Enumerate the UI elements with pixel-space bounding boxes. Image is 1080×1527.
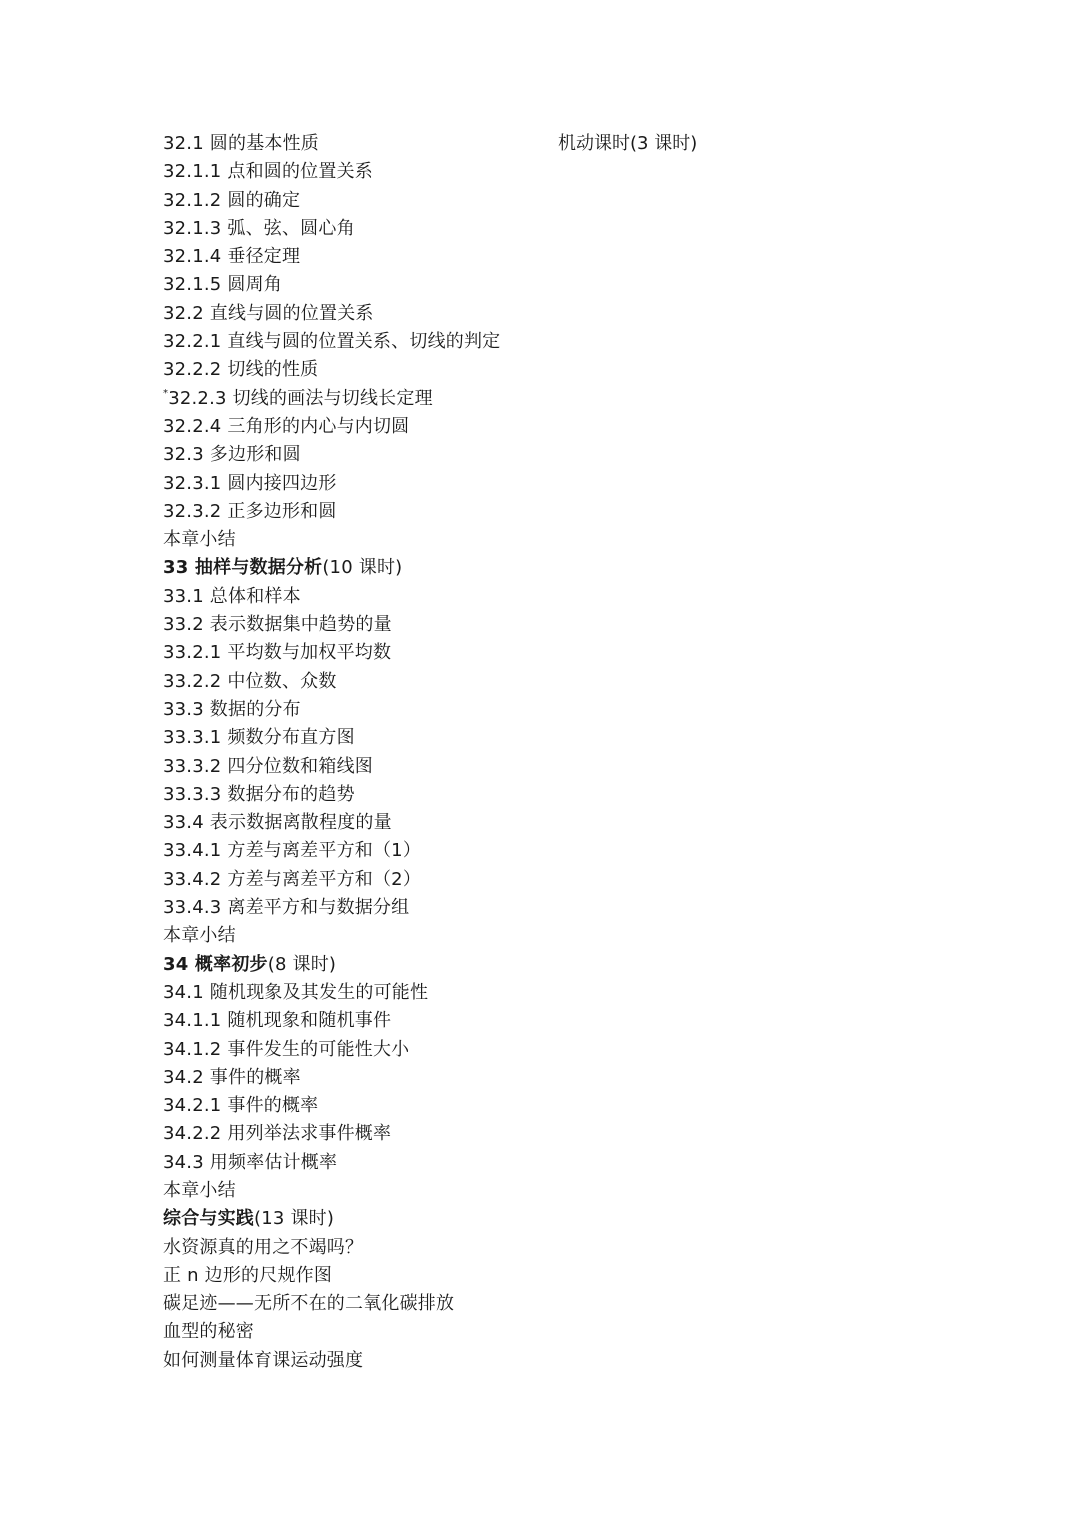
flexible-hours-note: 机动课时(3 课时) xyxy=(558,133,698,154)
toc-line-text: 32.2.3 切线的画法与切线长定理 xyxy=(168,387,433,409)
toc-line xyxy=(163,1262,683,1290)
toc-line-text: 32.1 圆的基本性质 xyxy=(163,133,319,154)
toc-line xyxy=(163,583,683,611)
toc-line xyxy=(163,724,683,752)
chapter-hours: (10 课时) xyxy=(322,557,403,579)
toc-line-text: 33.3.2 四分位数和箱线图 xyxy=(163,755,373,777)
toc-line xyxy=(163,1290,683,1318)
toc-line xyxy=(163,526,683,554)
toc-line-text: 32.1.3 弧、弦、圆心角 xyxy=(163,217,355,239)
toc-line xyxy=(163,385,683,413)
toc-line-text: 33.4 表示数据离散程度的量 xyxy=(163,812,392,834)
toc-line xyxy=(163,668,683,696)
toc-line xyxy=(163,1120,683,1148)
toc-line-text: 血型的秘密 xyxy=(163,1321,254,1343)
toc-line xyxy=(163,979,683,1007)
toc-line xyxy=(163,158,683,186)
toc-line-text: 正 n 边形的尺规作图 xyxy=(163,1264,333,1286)
toc-line xyxy=(163,1007,683,1035)
toc-line xyxy=(163,611,683,639)
toc-line xyxy=(163,1092,683,1120)
toc-line xyxy=(163,1036,683,1064)
toc-line-text: 32.3.2 正多边形和圆 xyxy=(163,500,337,522)
toc-line xyxy=(163,1318,683,1346)
toc-line xyxy=(163,894,683,922)
chapter-title: 33 抽样与数据分析 xyxy=(163,557,323,579)
toc-line-text: 33.2 表示数据集中趋势的量 xyxy=(163,614,392,636)
toc-line-text: 32.1.1 点和圆的位置关系 xyxy=(163,161,373,183)
toc-line xyxy=(163,498,683,526)
toc-line xyxy=(163,1234,683,1262)
asterisk-marker: * xyxy=(163,387,169,399)
toc-line xyxy=(163,1064,683,1092)
toc-line xyxy=(163,809,683,837)
toc-line-text: 32.2 直线与圆的位置关系 xyxy=(163,302,374,324)
toc-line-text: 32.2.1 直线与圆的位置关系、切线的判定 xyxy=(163,331,501,353)
toc-line xyxy=(163,696,683,724)
toc-line xyxy=(163,243,683,271)
toc-line xyxy=(163,781,683,809)
chapter-hours: (8 课时) xyxy=(267,953,337,975)
toc-line xyxy=(163,1149,683,1177)
toc-line xyxy=(163,554,683,582)
toc-line-text: 34.2.1 事件的概率 xyxy=(163,1095,319,1117)
toc-line xyxy=(163,441,683,469)
chapter-hours: (13 课时) xyxy=(254,1208,335,1230)
toc-line xyxy=(163,215,683,243)
toc-line xyxy=(163,1347,683,1375)
toc-line-text: 33.3.1 频数分布直方图 xyxy=(163,727,355,749)
toc-line-text: 34.1.1 随机现象和随机事件 xyxy=(163,1010,392,1032)
toc-line xyxy=(163,1177,683,1205)
toc-line-text: 如何测量体育课运动强度 xyxy=(163,1349,364,1371)
toc-line-text: 33.4.2 方差与离差平方和（2） xyxy=(163,868,422,890)
toc-line xyxy=(163,470,683,498)
toc-line xyxy=(163,187,683,215)
toc-line xyxy=(163,837,683,865)
toc-line-text: 32.1.5 圆周角 xyxy=(163,274,282,296)
toc-line xyxy=(163,951,683,979)
toc-line-text: 33.4.1 方差与离差平方和（1） xyxy=(163,840,422,862)
chapter-title: 综合与实践 xyxy=(163,1208,254,1230)
toc-line-text: 33.4.3 离差平方和与数据分组 xyxy=(163,897,410,919)
toc-line-text: 32.3 多边形和圆 xyxy=(163,444,301,466)
toc-line-text: 34.2.2 用列举法求事件概率 xyxy=(163,1123,392,1145)
toc-line-text: 本章小结 xyxy=(163,529,236,551)
toc-line-text: 本章小结 xyxy=(163,1179,236,1201)
toc-line-text: 本章小结 xyxy=(163,925,236,947)
toc-line-text: 33.3 数据的分布 xyxy=(163,698,301,720)
toc-line-text: 33.3.3 数据分布的趋势 xyxy=(163,783,355,805)
chapter-title: 34 概率初步 xyxy=(163,953,268,975)
toc-line-text: 34.2 事件的概率 xyxy=(163,1066,301,1088)
toc-line-text: 33.1 总体和样本 xyxy=(163,585,301,607)
table-of-contents xyxy=(163,130,683,1375)
toc-line-text: 32.1.2 圆的确定 xyxy=(163,189,301,211)
toc-line-text: 33.2.2 中位数、众数 xyxy=(163,670,337,692)
toc-line xyxy=(163,413,683,441)
toc-line-text: 34.1.2 事件发生的可能性大小 xyxy=(163,1038,410,1060)
toc-line xyxy=(163,866,683,894)
toc-line xyxy=(163,753,683,781)
toc-line xyxy=(163,300,683,328)
toc-line xyxy=(163,328,683,356)
toc-line-text: 32.3.1 圆内接四边形 xyxy=(163,472,337,494)
toc-line xyxy=(163,356,683,384)
toc-line-text: 碳足迹——无所不在的二氧化碳排放 xyxy=(163,1293,455,1315)
toc-line-text: 32.2.2 切线的性质 xyxy=(163,359,319,381)
toc-line xyxy=(163,922,683,950)
toc-line-text: 32.2.4 三角形的内心与内切圆 xyxy=(163,415,410,437)
toc-line xyxy=(163,271,683,299)
toc-line-text: 34.3 用频率估计概率 xyxy=(163,1151,338,1173)
toc-line xyxy=(163,1205,683,1233)
toc-line-text: 32.1.4 垂径定理 xyxy=(163,246,301,268)
toc-line-text: 33.2.1 平均数与加权平均数 xyxy=(163,642,392,664)
toc-line-text: 34.1 随机现象及其发生的可能性 xyxy=(163,981,429,1003)
toc-line xyxy=(163,639,683,667)
toc-line-text: 水资源真的用之不竭吗？ xyxy=(163,1236,364,1258)
